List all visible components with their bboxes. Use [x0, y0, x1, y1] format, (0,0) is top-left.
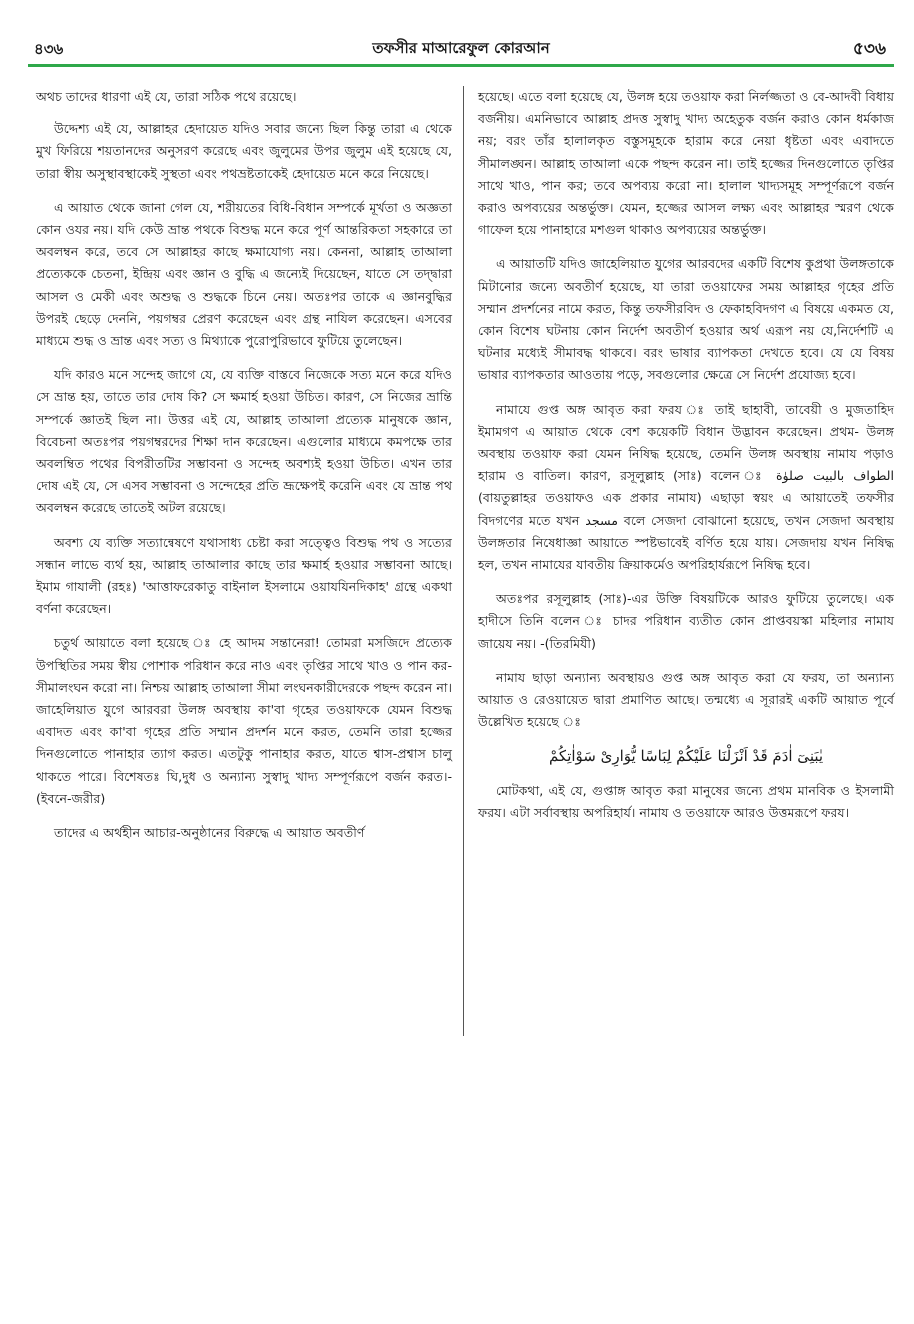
paragraph: মোটকথা, এই যে, গুপ্তাঙ্গ আবৃত করা মানুষের জন্যে প্রথম মানবিক ও ইসলামী ফরয। এটা সর্বাবস্থায় অপরিহার্য। নামায ও তওয়াফে আরও উত্তমরূপে ফরয। — [478, 782, 894, 820]
paragraph: যদি কারও মনে সন্দেহ জাগে যে, যে ব্যক্তি বাস্তবে নিজেকে সত্য মনে করে যদিও সে ভ্রান্ত হয়, তাতে তার দোষ কি? সে ক্ষমার্হ হওয়া উচিত। কারণ, সে নিজের ভ্রান্তি সম্পর্কে জ্ঞাতই ছিল না। উত্তর এই যে, আল্লাহ তাআলা প্রত্যেক মানুষকে জ্ঞান, বিবেচনা অতঃপর পয়গম্বরদের শিক্ষা দান করেছেন। এগুলোর মাধ্যমে কমপক্ষে তার অবলম্বিত পথের বিপরীতটির সম্ভাবনা ও সন্দেহ অবশ্যই হওয়া উচিত। এখন তার দোষ এই যে, সে এসব সম্ভাবনা ও সন্দেহের প্রতি ভ্রূক্ষেপই করেনি এবং যে ভ্রান্ত পথ অবলম্বন করেছে তাতেই অটল রয়েছে। — [36, 367, 452, 516]
paragraph: নামায ছাড়া অন্যান্য অবস্থায়ও গুপ্ত অঙ্গ আবৃত করা যে ফরয, তা অন্যান্য আয়াত ও রেওয়ায়েত দ্বারা প্রমাণিত আছে। তন্মধ্যে এ সূরারই একটি আয়াত পূর্বে উল্লেখিত হয়েছে ঃ — [478, 669, 894, 730]
paragraph: নামাযে গুপ্ত অঙ্গ আবৃত করা ফরয ঃ তাই ছাহাবী, তাবেয়ী ও মুজতাহিদ ইমামগণ এ আয়াত থেকে বেশ কয়েকটি বিধান উদ্ভাবন করেছেন। প্রথম- উলঙ্গ অবস্থায় তওয়াফ করা যেমন নিষিদ্ধ হয়েছে, তেমনি উলঙ্গ অবস্থায় নামায পড়াও হারাম ও বাতিল। কারণ, রসূলুল্লাহ (সাঃ) বলেন ঃ الطواف بالبيت صلوٰة (বায়তুল্লাহর তওয়াফও এক প্রকার নামায) এছাড়া স্বয়ং এ আয়াতেই তফসীর বিদগণের মতে যখন مسجد বলে সেজদা বোঝানো হয়েছে, তখন সেজদা অবস্থায় উলঙ্গতার নিষেধাজ্ঞা আয়াতে স্পষ্টভাবেই বর্ণিত হয়ে যায়। সেজদায় যখন নিষিদ্ধ হল, তখন নামাযের যাবতীয় ক্রিয়াকর্মেও অপরিহার্যরূপে নিষিদ্ধ হবে। — [478, 401, 895, 573]
arabic-verse: يٰبَنِىٓ اٰدَمَ قَدْ اَنْزَلْنَا عَلَيْكُمْ لِبَاسًا يُّوَارِىْ سَوْاٰتِكُمْ — [548, 747, 824, 766]
running-title: তফসীর মাআরেফুল কোরআন — [372, 39, 550, 57]
paragraph: চতুর্থ আয়াতে বলা হয়েছে ঃ হে আদম সন্তানেরা! তোমরা মসজিদে প্রত্যেক উপস্থিতির সময় স্বীয় পোশাক পরিধান করে নাও এবং তৃপ্তির সাথে খাও ও পান কর-সীমালংঘন করো না। নিশ্চয় আল্লাহ তাআলা সীমা লংঘনকারীদেরকে পছন্দ করেন না। জাহেলিয়াত যুগে আরবরা উলঙ্গ অবস্থায় কা'বা গৃহের তওয়াফকে যেমন বিশুদ্ধ এবাদত এবং কা'বা গৃহের প্রতি সম্মান প্রদর্শন মনে করত, তেমনি তারা হজ্জের দিনগুলোতে পানাহার ত্যাগ করত। এতটুকু পানাহার করত, যাতে শ্বাস-প্রশ্বাস চালু থাকতে পারে। বিশেষতঃ ঘি,দুধ ও অন্যান্য সুস্বাদু খাদ্য সম্পূর্ণরূপে বর্জন করত।-(ইবনে-জরীর) — [36, 635, 452, 806]
column-divider — [463, 86, 464, 1036]
paragraph: তাদের এ অর্থহীন আচার-অনুষ্ঠানের বিরুদ্ধে এ আয়াত অবতীর্ণ — [54, 825, 365, 841]
paragraph: অথচ তাদের ধারণা এই যে, তারা সঠিক পথে রয়েছে। — [36, 89, 297, 104]
header-rule — [28, 64, 894, 67]
paragraph: অতঃপর রসূলুল্লাহ (সাঃ)-এর উক্তি বিষয়টিকে আরও ফুটিয়ে তুলেছে। এক হাদীসে তিনি বলেন ঃ চাদর পরিধান ব্যতীত কোন প্রাপ্তবয়স্কা মহিলার নামায জায়েয নয়। -(তিরমিযী) — [478, 591, 894, 651]
paragraph: এ আয়াত থেকে জানা গেল যে, শরীয়তের বিধি-বিধান সম্পর্কে মূর্খতা ও অজ্ঞতা কোন ওযর নয়। যদি কেউ ভ্রান্ত পথকে বিশুদ্ধ মনে করে পূর্ণ আন্তরিকতা সহকারে তা অবলম্বন করে, তবে সে আল্লাহর কাছে ক্ষমাযোগ্য নয়। কেননা, আল্লাহ তাআলা প্রত্যেককে চেতনা, ইন্দ্রিয় এবং জ্ঞান ও বুদ্ধি এ জন্যেই দিয়েছেন, যাতে সে তদ্দ্বারা আসল ও মেকী এবং অশুদ্ধ ও শুদ্ধকে চিনে নেয়। অতঃপর তাকে এ জ্ঞানবুদ্ধির উপরই ছেড়ে দেননি, পয়গম্বর প্রেরণ করেছেন এবং গ্রন্থ নাযিল করেছেন। এসবের মাধ্যমে শুদ্ধ ও ভ্রান্ত এবং সত্য ও মিথ্যাকে পুরোপুরিভাবে ফুটিয়ে তুলেছেন। — [36, 199, 452, 349]
page-number-left: ৪৩৬ — [34, 40, 64, 58]
paragraph: হয়েছে। এতে বলা হয়েছে যে, উলঙ্গ হয়ে তওয়াফ করা নির্লজ্জতা ও বে-আদবী বিধায় বর্জনীয়। এমনিভাবে আল্লাহ প্রদত্ত সুস্বাদু খাদ্য অহেতুক বর্জন করাও কোন ধর্মকাজ নয়; বরং তাঁর হালালকৃত বস্তুসমূহকে হারাম করে নেয়া ধৃষ্টতা এবং এবাদতে সীমালঙ্ঘন। আল্লাহ তাআলা একে পছন্দ করেন না। তাই হজ্জের দিনগুলোতে তৃপ্তির সাথে খাও, পান কর; তবে অপব্যয় করো না। হালাল খাদ্যসমূহ সম্পূর্ণরূপে বর্জন করাও অপব্যয়ের অন্তর্ভুক্ত। যেমন, হজ্জের আসল লক্ষ্য এবং আল্লাহর স্মরণ থেকে গাফেল হয়ে পানাহারে মশগুল থাকাও অপব্যয়ের অন্তর্ভুক্ত। — [478, 89, 894, 238]
page-header — [28, 34, 894, 62]
right-column — [478, 86, 894, 836]
paragraph: উদ্দেশ্য এই যে, আল্লাহর হেদায়েত যদিও সবার জন্যে ছিল কিন্তু তারা এ থেকে মুখ ফিরিয়ে শয়তানদের অনুসরণ করেছে এবং জুলুমের উপর জুলুম এই হয়েছে যে, তারা স্বীয় অসুস্থাবস্থাকেই সুস্থতা এবং পথভ্রষ্টতাকেই হেদায়েত মনে করে নিয়েছে। — [36, 121, 452, 181]
paragraph: অবশ্য যে ব্যক্তি সত্যান্বেষণে যথাসাধ্য চেষ্টা করা সত্ত্বেও বিশুদ্ধ পথ ও সত্যের সন্ধান লাভে ব্যর্থ হয়, আল্লাহ তাআলার কাছে তার ক্ষমার্হ হওয়ার সম্ভাবনা আছে। ইমাম গাযালী (রহঃ) 'আত্তাফরেকাতু বাইনাল ইসলামে ওয়াযযিনদিকাহ' গ্রন্থে একথা বর্ণনা করেছেন। — [36, 534, 452, 617]
page-number-right: ৫৩৬ — [852, 39, 886, 59]
left-column — [36, 86, 452, 856]
paragraph: এ আয়াতটি যদিও জাহেলিয়াত যুগের আরবদের একটি বিশেষ কুপ্রথা উলঙ্গতাকে মিটানোর জন্যে অবতীর্ণ হয়েছে, যা তারা তওয়াফের সময় আল্লাহর গৃহের প্রতি সম্মান প্রদর্শনের নামে করত, কিন্তু তফসীরবিদ ও ফেকাহবিদগণ এ বিষয়ে একমত যে, কোন বিশেষ ঘটনায় কোন নির্দেশ অবতীর্ণ হওয়ার অর্থ এরূপ নয় যে,নির্দেশটি এ ঘটনার মধ্যেই সীমাবদ্ধ থাকবে। বরং ভাষার ব্যাপকতা দেখতে হবে। যে যে বিষয় ভাষার ব্যাপকতার আওতায় পড়ে, সবগুলোর ক্ষেত্রে সে নির্দেশ প্রযোজ্য হবে। — [478, 256, 894, 383]
